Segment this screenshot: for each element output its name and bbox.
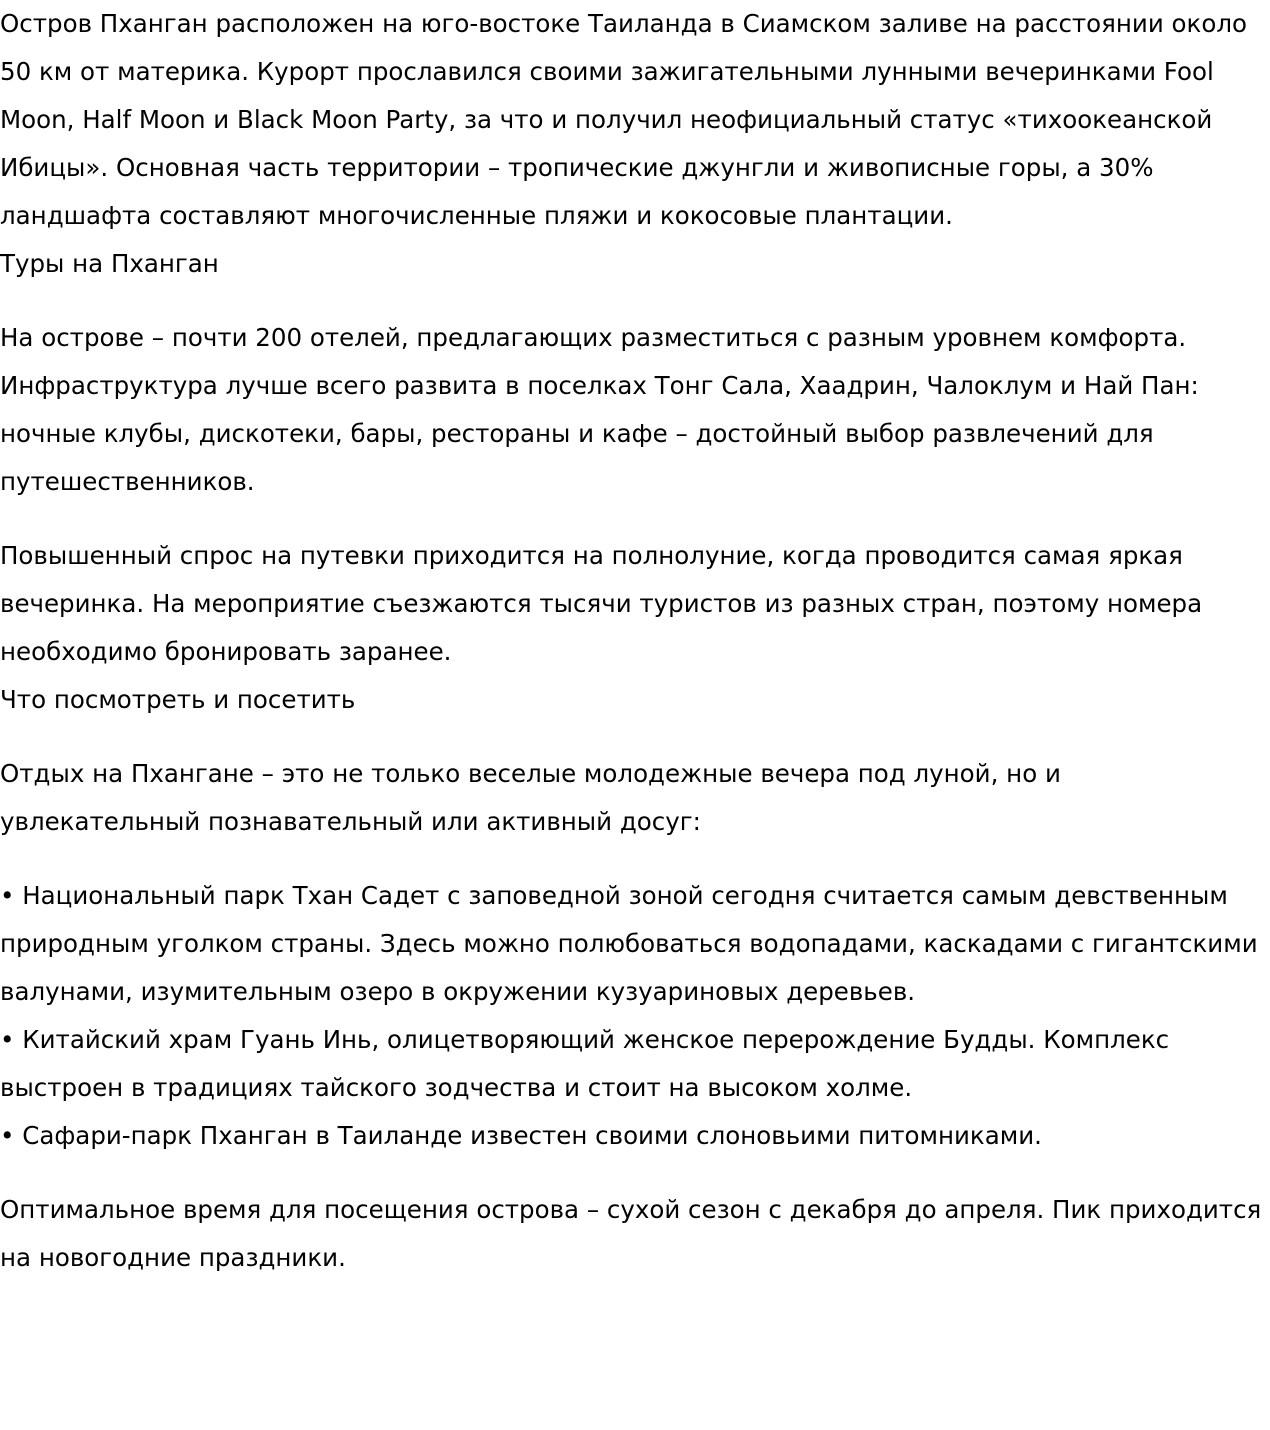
season-paragraph: Оптимальное время для посещения острова – сухой сезон с декабря до апреля. Пик приходится на новогодние праздники. [0,1195,1262,1272]
list-item: • Национальный парк Тхан Садет с заповедной зоной сегодня считается самым девственным природным уголком страны. Здесь можно полюбоваться водопадами, каскадами с гигантскими валунами, изумительным озеро в окружении кузуариновых деревьев. [0,881,1258,1006]
sights-heading: Что посмотреть и посетить [0,685,356,714]
intro-paragraph: Остров Пханган расположен на юго-востоке Таиланда в Сиамском заливе на расстоянии около 50 км от материка. Курорт прославился своими зажигательными лунными вечеринками Fool Moon, Half Moon и Black Moon Party, за что и получил неофициальный статус «тихоокеанской Ибицы». Основная часть территории – тропические джунгли и живописные горы, а 30% ландшафта составляют многочисленные пляжи и кокосовые плантации. [0,9,1247,230]
sights-list [0,872,1262,1160]
tours-paragraph-hotels: На острове – почти 200 отелей, предлагающих разместиться с разным уровнем комфорта. Инфраструктура лучше всего развита в поселках Тонг Сала, Хаадрин, Чалоклум и Най Пан: ночные клубы, дискотеки, бары, рестораны и кафе – достойный выбор развлечений для путешественников. [0,323,1199,496]
list-item: • Сафари-парк Пханган в Таиланде известен своими слоновьими питомниками. [0,1121,1042,1150]
list-item: • Китайский храм Гуань Инь, олицетворяющий женское перерождение Будды. Комплекс выстроен в традициях тайского зодчества и стоит на высоком холме. [0,1025,1170,1102]
sights-intro-paragraph: Отдых на Пхангане – это не только веселые молодежные вечера под луной, но и увлекательный познавательный или активный досуг: [0,759,1061,836]
tours-heading: Туры на Пханган [0,249,219,278]
tours-paragraph-demand: Повышенный спрос на путевки приходится на полнолуние, когда проводится самая яркая вечеринка. На мероприятие съезжаются тысячи туристов из разных стран, поэтому номера необходимо бронировать заранее. [0,541,1203,666]
